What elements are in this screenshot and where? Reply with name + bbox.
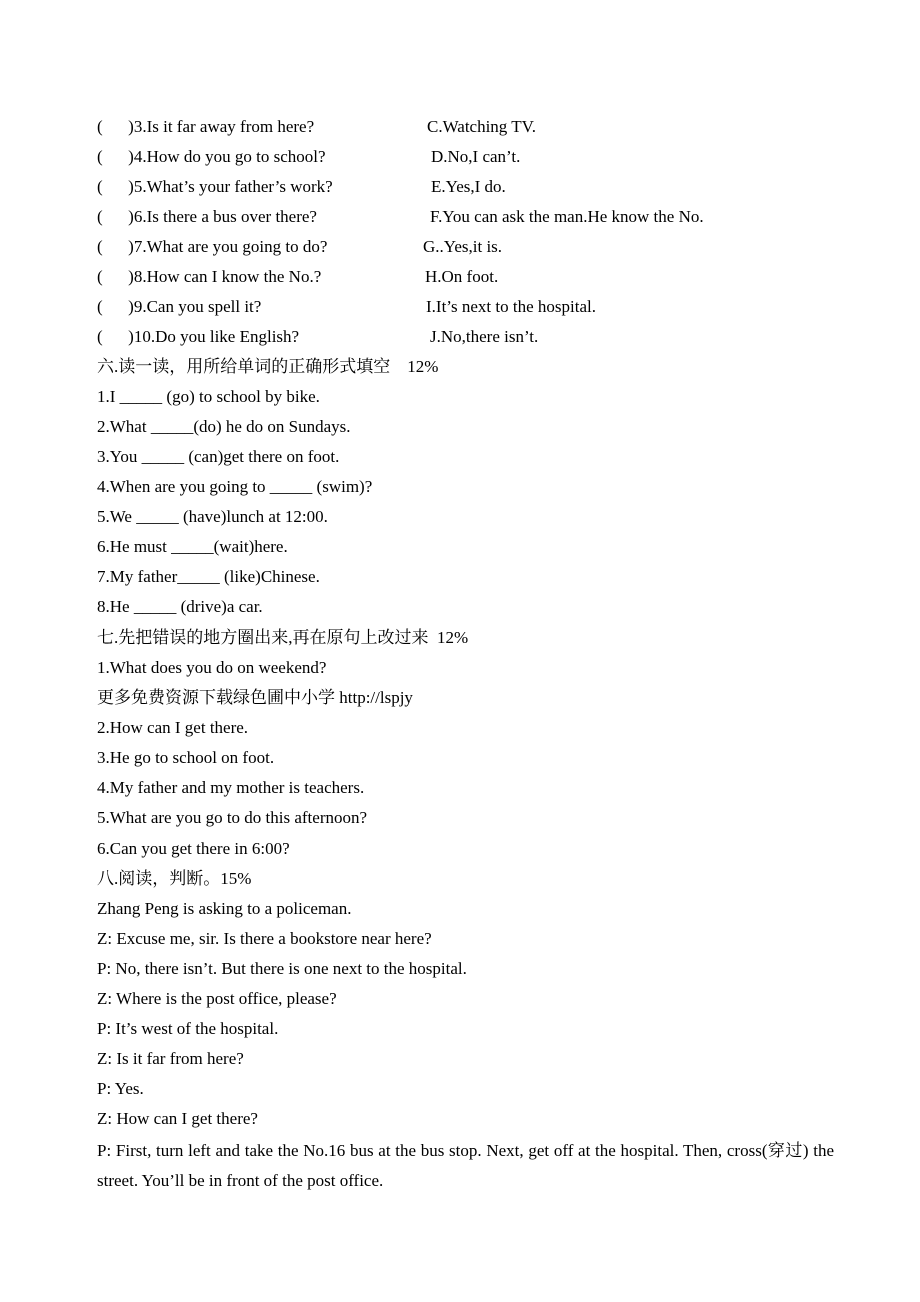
- matching-answer: H.On foot.: [425, 267, 499, 286]
- correction-item: 6.Can you get there in 6:00?: [97, 839, 290, 858]
- fill-blank-item: 1.I _____ (go) to school by bike.: [97, 387, 320, 406]
- matching-answer: C.Watching TV.: [427, 117, 536, 136]
- section-heading: 八.阅读，判断。15%: [97, 869, 252, 888]
- matching-answer: G..Yes,it is.: [423, 237, 503, 256]
- dialogue-line: P: No, there isn’t. But there is one next to the hospital.: [97, 959, 467, 978]
- matching-question: ( )3.Is it far away from here?: [97, 117, 315, 136]
- dialogue-line: Z: Where is the post office, please?: [97, 989, 337, 1008]
- correction-item: 4.My father and my mother is teachers.: [97, 778, 365, 797]
- correction-item: 2.How can I get there.: [97, 718, 249, 737]
- fill-blank-item: 2.What _____(do) he do on Sundays.: [97, 417, 351, 436]
- matching-question: ( )5.What’s your father’s work?: [97, 177, 333, 196]
- matching-answer: D.No,I can’t.: [431, 147, 521, 166]
- fill-blank-item: 5.We _____ (have)lunch at 12:00.: [97, 507, 328, 526]
- dialogue-paragraph: P: First, turn left and take the No.16 bus at the bus stop. Next, get off at the hospital. Then, cross(穿过) the street. You’ll be in front of the post office.: [97, 1141, 834, 1190]
- fill-blank-item: 4.When are you going to _____ (swim)?: [97, 477, 373, 496]
- section-heading: 六.读一读，用所给单词的正确形式填空 12%: [97, 357, 439, 376]
- resource-note: 更多免费资源下载绿色圃中小学 http://lspjy: [97, 688, 413, 707]
- correction-item: 3.He go to school on foot.: [97, 748, 275, 767]
- matching-question: ( )7.What are you going to do?: [97, 237, 328, 256]
- matching-question: ( )9.Can you spell it?: [97, 297, 262, 316]
- matching-question: ( )4.How do you go to school?: [97, 147, 326, 166]
- matching-question: ( )8.How can I know the No.?: [97, 267, 322, 286]
- fill-blank-item: 3.You _____ (can)get there on foot.: [97, 447, 340, 466]
- correction-item: 5.What are you go to do this afternoon?: [97, 808, 368, 827]
- section-heading: 七.先把错误的地方圈出来,再在原句上改过来 12%: [97, 628, 469, 647]
- dialogue-line: Z: Excuse me, sir. Is there a bookstore near here?: [97, 929, 432, 948]
- matching-answer: I.It’s next to the hospital.: [426, 297, 596, 316]
- dialogue-line: P: Yes.: [97, 1079, 144, 1098]
- dialogue-line: Z: Is it far from here?: [97, 1049, 244, 1068]
- fill-blank-item: 8.He _____ (drive)a car.: [97, 597, 263, 616]
- matching-question: ( )6.Is there a bus over there?: [97, 207, 317, 226]
- correction-item: 1.What does you do on weekend?: [97, 658, 327, 677]
- matching-question: ( )10.Do you like English?: [97, 327, 300, 346]
- matching-answer: E.Yes,I do.: [431, 177, 506, 196]
- matching-answer: F.You can ask the man.He know the No.: [430, 207, 704, 226]
- fill-blank-item: 7.My father_____ (like)Chinese.: [97, 567, 320, 586]
- matching-answer: J.No,there isn’t.: [430, 327, 539, 346]
- reading-intro: Zhang Peng is asking to a policeman.: [97, 899, 352, 918]
- fill-blank-item: 6.He must _____(wait)here.: [97, 537, 288, 556]
- dialogue-line: Z: How can I get there?: [97, 1109, 258, 1128]
- dialogue-line: P: It’s west of the hospital.: [97, 1019, 279, 1038]
